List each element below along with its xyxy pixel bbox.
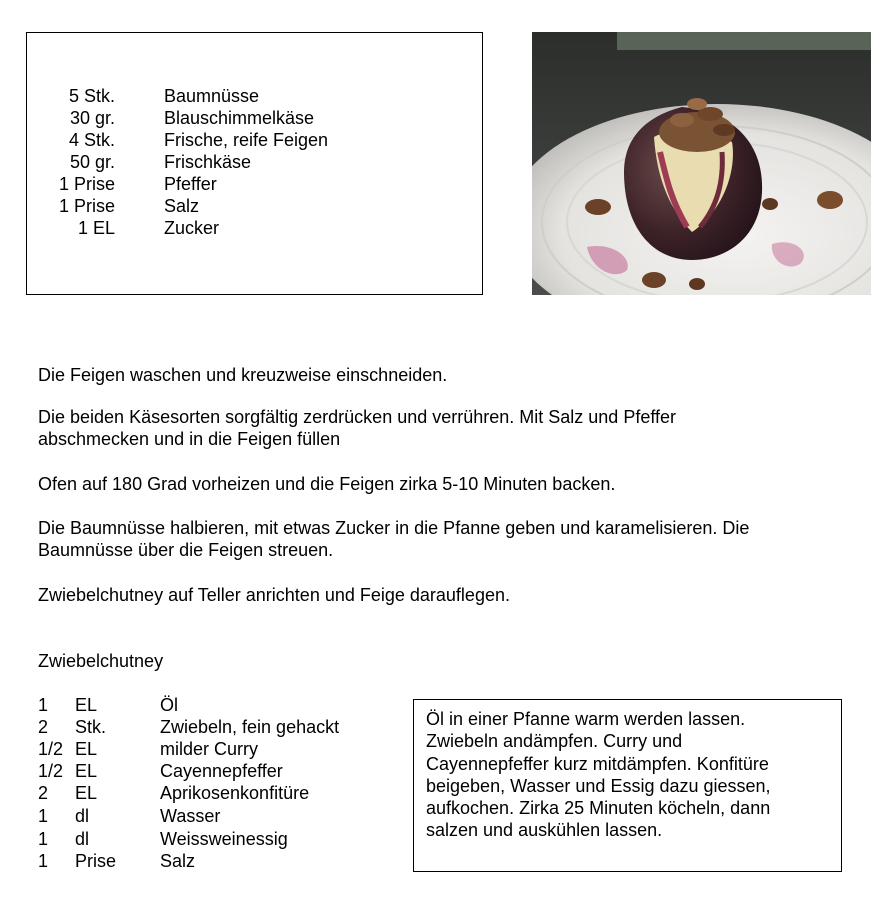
ingredient-amount: 1 Prise — [58, 196, 115, 216]
ingredient-amount: 4 Stk. — [68, 130, 115, 150]
chutney-qty: 2 — [38, 783, 49, 803]
chutney-unit: EL — [75, 695, 98, 715]
ingredient-name: Frische, reife Feigen — [164, 130, 329, 150]
ingredient-name: Blauschimmelkäse — [164, 108, 315, 128]
chutney-unit: dl — [75, 829, 90, 849]
chutney-ingredient-name: milder Curry — [160, 739, 259, 759]
instruction-step-3: Ofen auf 180 Grad vorheizen und die Feigen zirka 5-10 Minuten backen. — [38, 474, 616, 494]
chutney-qty: 1 — [38, 851, 49, 871]
chutney-unit: dl — [75, 806, 90, 826]
chutney-unit: EL — [75, 783, 98, 803]
chutney-qty: 1 — [38, 829, 49, 849]
instruction-step-1: Die Feigen waschen und kreuzweise einschneiden. — [38, 365, 448, 385]
chutney-unit: EL — [75, 739, 98, 759]
instruction-step-4-line-2: Baumnüsse über die Feigen streuen. — [38, 540, 334, 560]
instruction-step-2-line-1: Die beiden Käsesorten sorgfältig zerdrücken und verrühren. Mit Salz und Pfeffer — [38, 407, 677, 427]
chutney-ingredient-name: Weissweinessig — [160, 829, 288, 849]
ingredient-name: Frischkäse — [164, 152, 252, 172]
instruction-step-2-line-2: abschmecken und in die Feigen füllen — [38, 429, 341, 449]
recipe-photo — [532, 32, 871, 295]
chutney-unit: EL — [75, 761, 98, 781]
instruction-step-4-line-1: Die Baumnüsse halbieren, mit etwas Zucker in die Pfanne geben und karamelisieren. Die — [38, 518, 750, 538]
ingredient-row — [27, 129, 482, 151]
chutney-qty: 2 — [38, 717, 49, 737]
chutney-ingredient-name: Salz — [160, 851, 196, 871]
ingredient-name: Salz — [164, 196, 200, 216]
instruction-step-5: Zwiebelchutney auf Teller anrichten und Feige darauflegen. — [38, 585, 510, 605]
ingredient-amount: 1 EL — [77, 218, 115, 238]
chutney-ingredient-name: Wasser — [160, 806, 221, 826]
ingredient-row — [27, 195, 482, 217]
ingredient-name: Zucker — [164, 218, 220, 238]
chutney-qty: 1/2 — [38, 739, 64, 759]
ingredient-amount: 50 gr. — [69, 152, 115, 172]
chutney-qty: 1/2 — [38, 761, 64, 781]
ingredient-row — [27, 107, 482, 129]
chutney-ingredient-name: Aprikosenkonfitüre — [160, 783, 310, 803]
chutney-qty: 1 — [38, 806, 49, 826]
ingredient-row — [27, 85, 482, 107]
chutney-unit: Prise — [75, 851, 117, 871]
chutney-method-text: Öl in einer Pfanne warm werden lassen. Zwiebeln andämpfen. Curry und Cayennepfeffer kurz mitdämpfen. Konfitüre beigeben, Wasser und Essig dazu giessen, aufkochen. Zirka 25 Minuten köcheln, dann salzen und auskühlen lassen. — [426, 709, 771, 841]
chutney-title: Zwiebelchutney — [38, 651, 164, 671]
ingredient-name: Pfeffer — [164, 174, 217, 194]
chutney-method-box — [413, 699, 842, 872]
chutney-unit: Stk. — [75, 717, 107, 737]
chutney-qty: 1 — [38, 695, 49, 715]
chutney-ingredient-name: Cayennepfeffer — [160, 761, 283, 781]
ingredient-amount: 5 Stk. — [68, 86, 115, 106]
ingredient-name: Baumnüsse — [164, 86, 260, 106]
ingredients-box — [26, 32, 483, 295]
ingredient-row — [27, 151, 482, 173]
chutney-ingredient-name: Öl — [160, 695, 178, 715]
ingredient-amount: 30 gr. — [69, 108, 115, 128]
ingredient-row — [27, 173, 482, 195]
ingredient-row — [27, 217, 482, 239]
ingredient-amount: 1 Prise — [58, 174, 115, 194]
chutney-ingredient-name: Zwiebeln, fein gehackt — [160, 717, 340, 737]
